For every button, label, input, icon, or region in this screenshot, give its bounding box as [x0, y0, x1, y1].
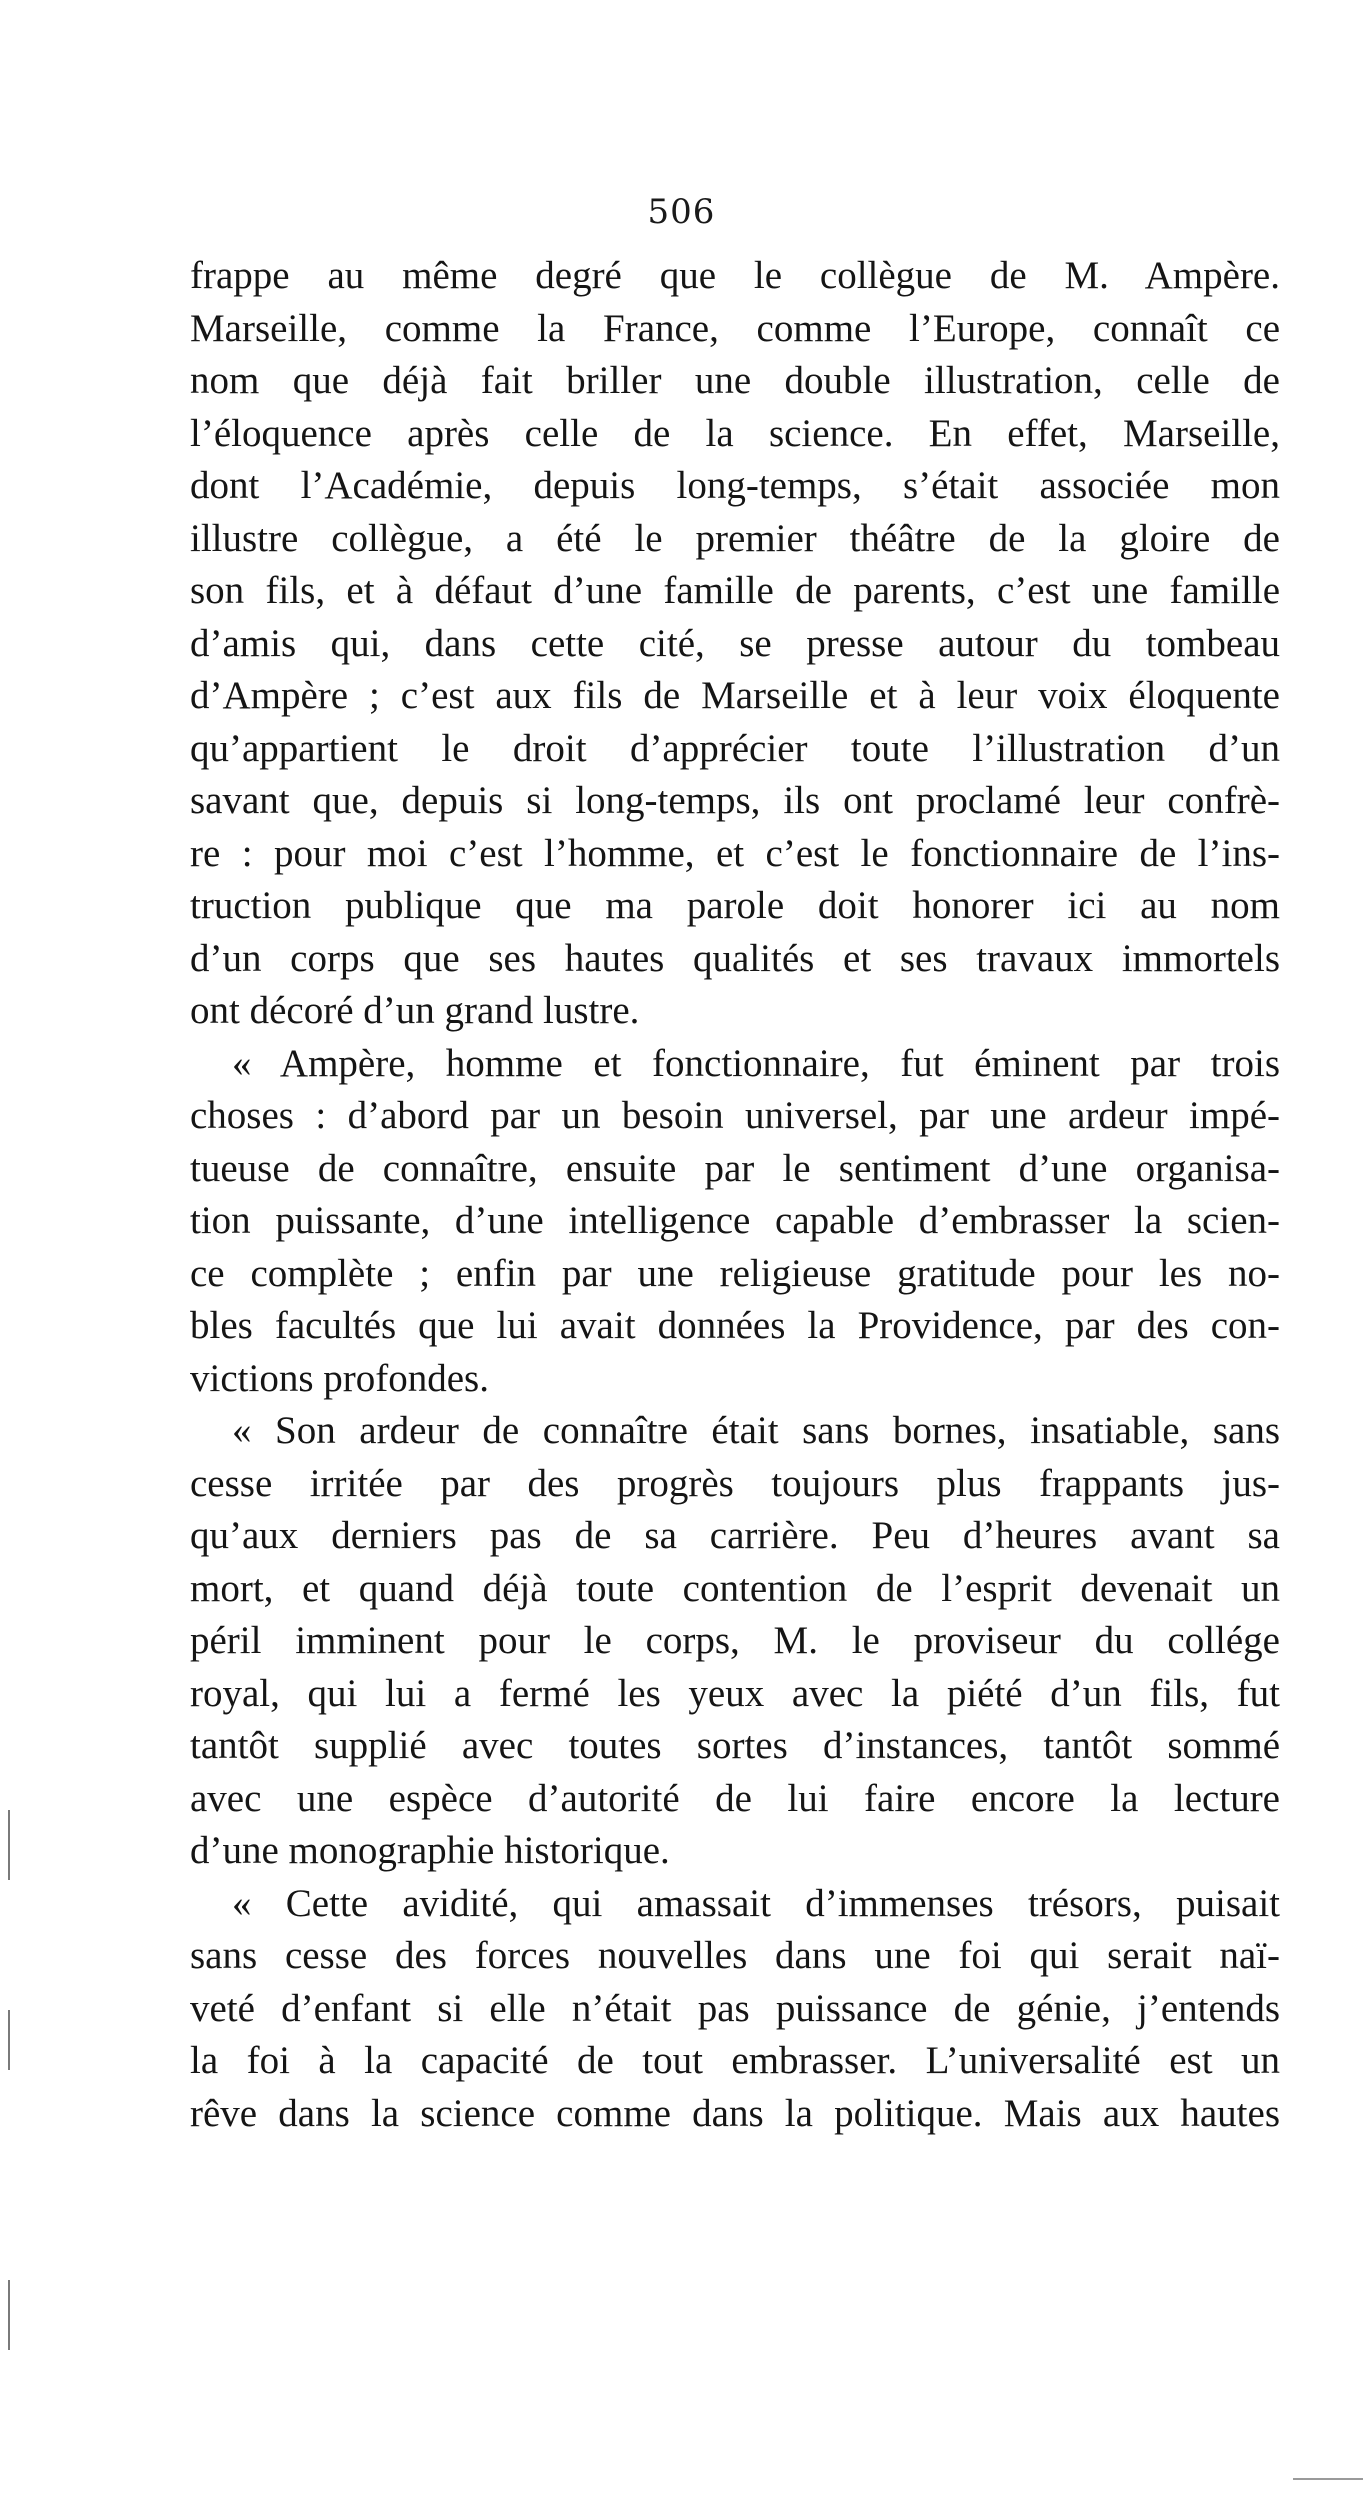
text-line: « Son ardeur de connaître était sans bornes, insatiable, sans — [232, 1409, 1280, 1452]
margin-scan-mark — [8, 2280, 10, 2350]
text-line: bles facultés que lui avait données la Providence, par des con- — [190, 1304, 1280, 1347]
text-line: d’amis qui, dans cette cité, se presse autour du tombeau — [190, 621, 1280, 665]
text-line: cesse irritée par des progrès toujours plus frappants jus- — [190, 1461, 1280, 1505]
text-line: Marseille, comme la France, comme l’Europe, connaît ce — [190, 306, 1280, 350]
text-line: frappe au même degré que le collègue de M. Ampère. — [190, 254, 1280, 297]
text-line: péril imminent pour le corps, M. le proviseur du collége — [190, 1619, 1280, 1662]
text-line: qu’appartient le droit d’apprécier toute l’illustration d’un — [190, 726, 1280, 770]
page-number: 506 — [647, 192, 716, 232]
text-line: l’éloquence après celle de la science. En effet, Marseille, — [190, 411, 1280, 455]
text-line: nom que déjà fait briller une double illustration, celle de — [190, 359, 1280, 402]
paragraph — [190, 250, 1280, 1038]
text-line: choses : d’abord par un besoin universel, par une ardeur impé- — [190, 1094, 1280, 1137]
text-line: tantôt supplié avec toutes sortes d’instances, tantôt sommé — [190, 1724, 1280, 1767]
text-line: rêve dans la science comme dans la politique. Mais aux hautes — [190, 2091, 1280, 2135]
text-line: veté d’enfant si elle n’était pas puissance de génie, j’entends — [190, 1986, 1280, 2030]
margin-scan-mark — [8, 1810, 10, 1880]
text-line: son fils, et à défaut d’une famille de parents, c’est une famille — [190, 569, 1280, 612]
text-line: victions profondes. — [190, 1356, 489, 1400]
paragraph — [190, 1878, 1280, 2141]
text-line: savant que, depuis si long-temps, ils ont proclamé leur confrè- — [190, 779, 1280, 822]
paragraph — [190, 1038, 1280, 1406]
text-line: qu’aux derniers pas de sa carrière. Peu d’heures avant sa — [190, 1514, 1280, 1557]
text-line: la foi à la capacité de tout embrasser. L’universalité est un — [190, 2039, 1280, 2082]
text-line: d’un corps que ses hautes qualités et ses travaux immortels — [190, 936, 1280, 980]
text-line: « Cette avidité, qui amassait d’immenses trésors, puisait — [232, 1881, 1280, 1925]
text-line: royal, qui lui a fermé les yeux avec la piété d’un fils, fut — [190, 1671, 1280, 1715]
text-line: avec une espèce d’autorité de lui faire encore la lecture — [190, 1776, 1280, 1820]
text-line: tion puissante, d’une intelligence capable d’embrasser la scien- — [190, 1199, 1280, 1242]
text-line: mort, et quand déjà toute contention de l’esprit devenait un — [190, 1566, 1280, 1610]
paragraph — [190, 1405, 1280, 1878]
text-line: tueuse de connaître, ensuite par le sentiment d’une organisa- — [190, 1146, 1280, 1190]
text-line: « Ampère, homme et fonctionnaire, fut éminent par trois — [232, 1041, 1280, 1085]
text-line: sans cesse des forces nouvelles dans une foi qui serait naï- — [190, 1934, 1280, 1977]
text-line: re : pour moi c’est l’homme, et c’est le fonctionnaire de l’ins- — [190, 831, 1280, 875]
text-line: truction publique que ma parole doit honorer ici au nom — [190, 884, 1280, 927]
text-line: illustre collègue, a été le premier théâtre de la gloire de — [190, 516, 1280, 560]
body-text — [190, 250, 1280, 2140]
text-line: d’Ampère ; c’est aux fils de Marseille et à leur voix éloquente — [190, 674, 1280, 717]
text-line: ce complète ; enfin par une religieuse gratitude pour les no- — [190, 1251, 1280, 1295]
margin-scan-mark — [8, 2010, 10, 2070]
text-line: ont décoré d’un grand lustre. — [190, 989, 640, 1032]
text-line: d’une monographie historique. — [190, 1829, 670, 1872]
bottom-edge-rule — [1293, 2478, 1363, 2480]
text-line: dont l’Académie, depuis long-temps, s’était associée mon — [190, 464, 1280, 507]
